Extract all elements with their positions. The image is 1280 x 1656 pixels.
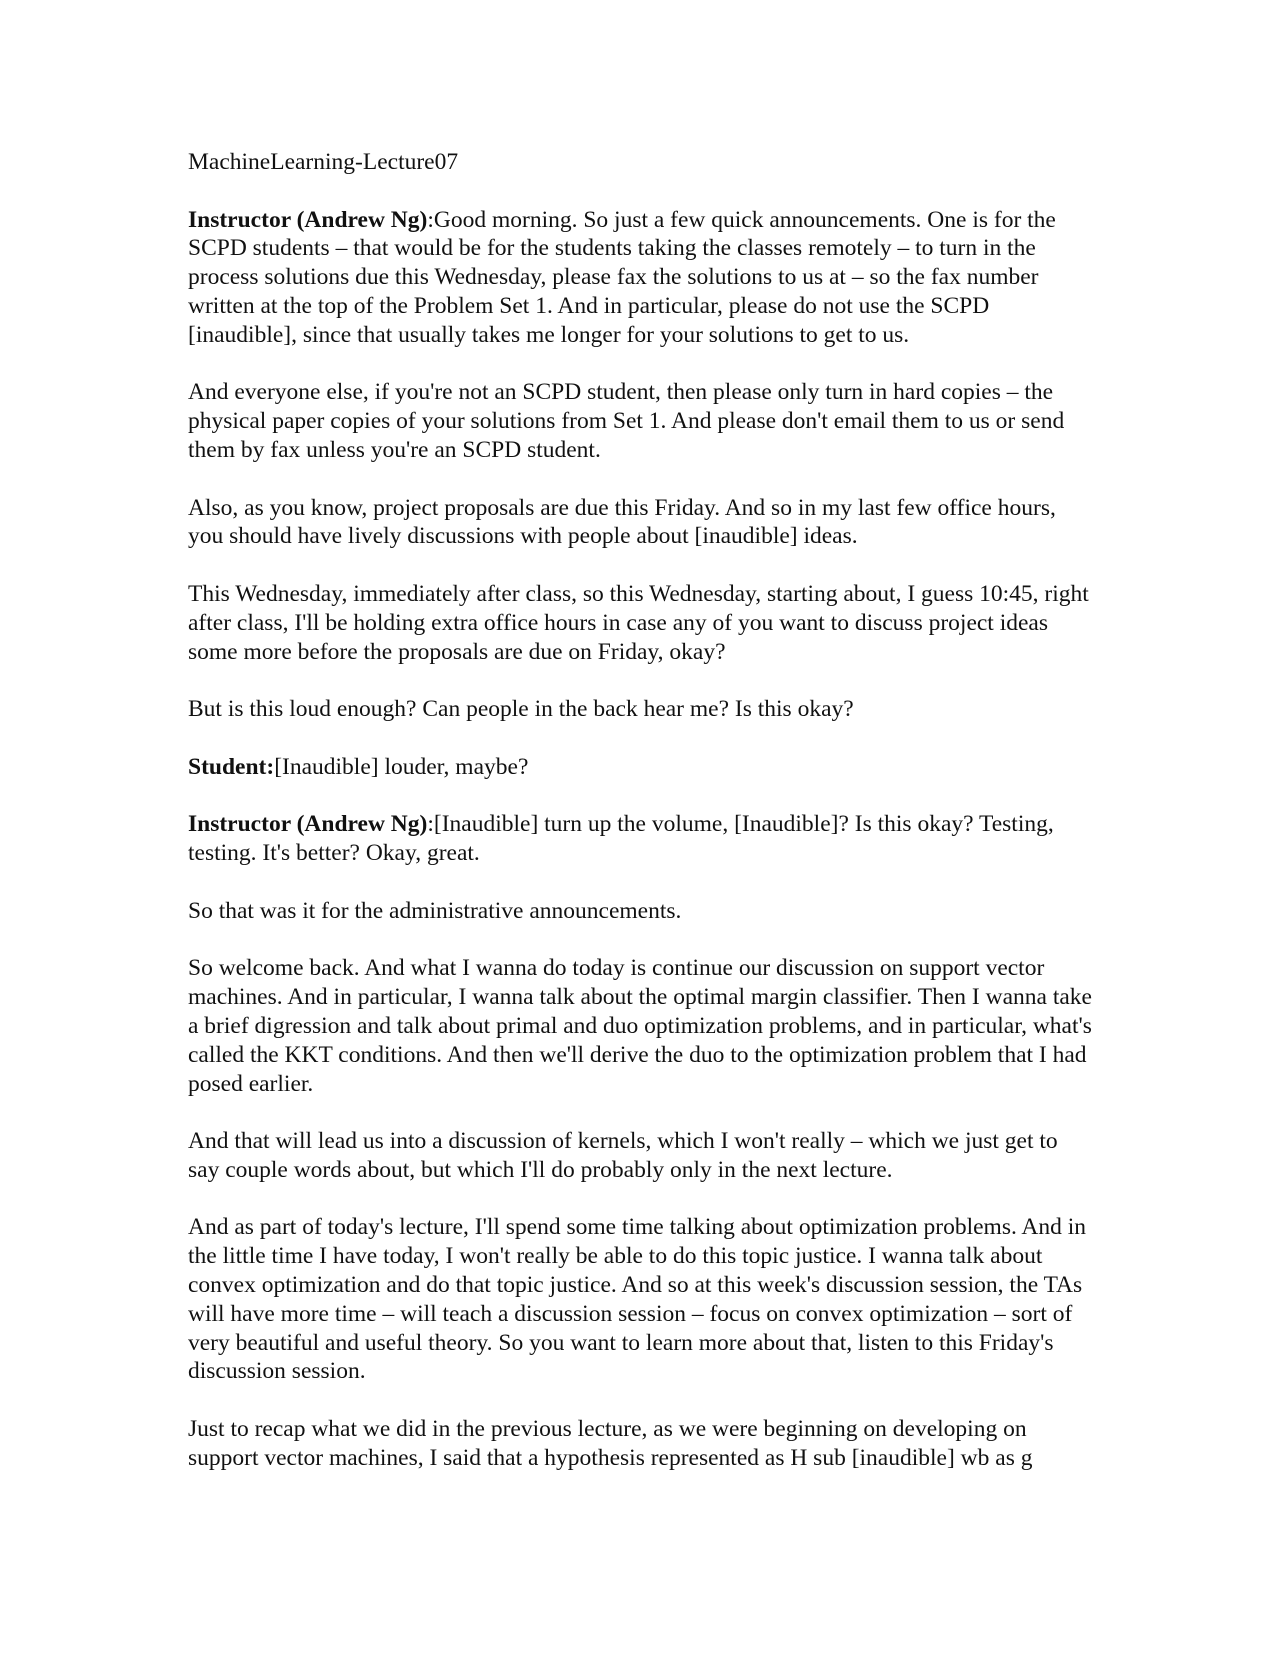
paragraph-1 [188,206,1093,350]
paragraph-9 [188,954,1093,1098]
paragraph-3 [188,494,1093,552]
paragraph-11 [188,1213,1093,1386]
document-page [188,148,1093,1501]
paragraph-7 [188,810,1093,868]
paragraph-2 [188,378,1093,464]
paragraph-text: And that will lead us into a discussion of kernels, which I won't really – which we just get to say couple words about, but which I'll do probably only in the next lecture. [188,1128,1058,1183]
paragraph-text: This Wednesday, immediately after class, so this Wednesday, starting about, I guess 10:45, right after class, I'll be holding extra office hours in case any of you want to discuss project ideas some more before the proposals are due on Friday, okay? [188,580,1089,665]
paragraph-text: :[Inaudible] turn up the volume, [Inaudible]? Is this okay? Testing, testing. It's better? Okay, great. [188,811,1054,867]
paragraph-5 [188,695,1093,724]
document-title: MachineLearning-Lecture07 [188,149,459,175]
paragraph-12 [188,1415,1093,1473]
speaker-label: Instructor (Andrew Ng) [188,206,428,233]
paragraph-6 [188,753,1093,782]
paragraph-text: And as part of today's lecture, I'll spend some time talking about optimization problems. And in the little time I have today, I won't really be able to do this topic justice. I wanna talk about convex optimization and do that topic justice. And so at this week's discussion session, the TAs will have more time – will teach a discussion session – focus on convex optimization – sort of very beautiful and useful theory. So you want to learn more about that, listen to this Friday's discussion session. [188,1214,1087,1385]
paragraph-text: Also, as you know, project proposals are due this Friday. And so in my last few office hours, you should have lively discussions with people about [inaudible] ideas. [188,494,1056,550]
paragraph-text: So that was it for the administrative announcements. [188,897,682,924]
speaker-label: Student: [188,753,275,780]
paragraph-text: But is this loud enough? Can people in the back hear me? Is this okay? [188,696,854,723]
paragraph-4 [188,580,1093,666]
paragraph-text: And everyone else, if you're not an SCPD student, then please only turn in hard copies – the physical paper copies of your solutions from Set 1. And please don't email them to us or send them by fax unless you're an SCPD student. [188,379,1065,463]
speaker-label: Instructor (Andrew Ng) [188,811,428,838]
paragraph-text: Just to recap what we did in the previous lecture, as we were beginning on developing on support vector machines, I said that a hypothesis represented as H sub [inaudible] wb as g [188,1416,1033,1471]
paragraph-8 [188,897,1093,926]
paragraph-text: :Good morning. So just a few quick announcements. One is for the SCPD students – that would be for the students taking the classes remotely – to turn in the process solutions due this Wednesday, please fax the solutions to us at – so the fax number written at the top of the Problem Set 1. And in particular, please do not use the SCPD [inaudible], since that usually takes me longer for your solutions to get to us. [188,206,1056,348]
paragraph-text: So welcome back. And what I wanna do today is continue our discussion on support vector machines. And in particular, I wanna talk about the optimal margin classifier. Then I wanna take a brief digression and talk about primal and duo optimization problems, and in particular, what's called the KKT conditions. And then we'll derive the duo to the optimization problem that I had posed earlier. [188,955,1092,1097]
paragraph-text: [Inaudible] louder, maybe? [274,753,529,780]
paragraph-10 [188,1127,1093,1185]
